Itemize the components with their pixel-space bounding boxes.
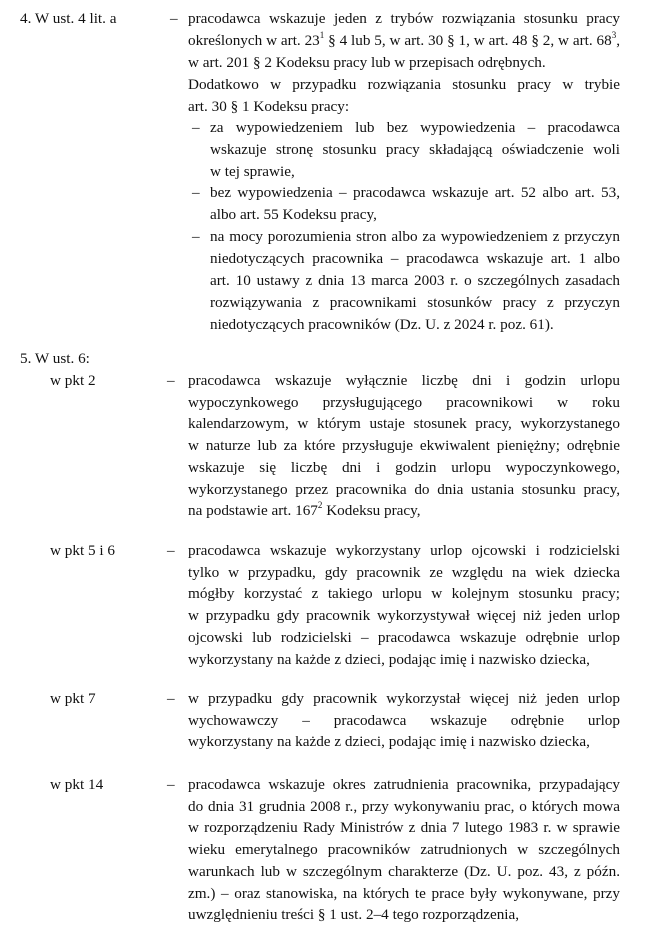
subsection-label: w pkt 7 [50,690,96,707]
list-dash: – [192,228,200,245]
dash-marker: – [170,10,178,27]
list-item-line: art. 10 ustawy z dnia 13 marca 2003 r. o szczególnych zasadach [210,272,620,289]
list-item-line: bez wypowiedzenia – pracodawca wskazuje art. 52 albo art. 53, [210,184,620,201]
paragraph-line: wypoczynkowego przysługującego pracownikowi w roku [188,393,620,411]
dash-marker: – [167,690,175,707]
subsection-label: w pkt 5 i 6 [50,542,115,559]
paragraph-line: w art. 201 § 2 Kodeksu pracy lub w przepisach odrębnych. [188,54,546,71]
section-label: 5. W ust. 6: [20,350,90,367]
paragraph-line: wychowawczy – pracodawca wskazuje odrębnie urlop [188,711,620,729]
paragraph-line: w przypadku gdy pracownik wykorzystał więcej niż jeden urlop [188,690,620,707]
list-item-line: na mocy porozumienia stron albo za wypowiedzeniem z przyczyn [210,228,620,245]
paragraph-line [188,32,620,50]
paragraph-line: wskazuje się liczbę dni i godzin urlopu wypoczynkowego, [188,458,620,476]
text-run: określonych w art. 23 [188,32,320,49]
text-run: § 4 lub 5, w art. 30 § 1, w art. 48 § 2, w art. 68 [324,32,612,49]
subsection-label: w pkt 14 [50,776,104,793]
list-item-line: rozwiązywania z pracownikami stosunków pracy z przyczyn [210,294,620,311]
text-run: na podstawie art. 167 [188,502,318,520]
list-item-line: niedotyczących pracowników (Dz. U. z 2024 r. poz. 61). [210,316,554,333]
list-dash: – [192,119,200,136]
paragraph-line: w przypadku gdy pracownik wykorzystywał więcej niż jeden urlop [188,607,620,625]
list-item-line: wskazuje stronę stosunku pracy składającą oświadczenie woli [210,141,620,158]
paragraph-line: tylko w przypadku, gdy pracownik ze względu na wiek dziecka [188,563,620,581]
paragraph-line: mógłby korzystać z takiego urlopu w kolejnym stosunku pracy; [188,585,620,603]
paragraph-line: pracodawca wskazuje okres zatrudnienia pracownika, przypadający [188,776,620,793]
paragraph-line: wieku emerytalnego pracowników zatrudnionych w szczególnych [188,841,620,859]
text-run: Kodeksu pracy, [322,502,421,520]
dash-marker: – [167,542,175,559]
superscript: 2 [317,500,323,511]
paragraph-line: zm.) – oraz stanowiska, na których te prace były wykonywane, przy [188,884,620,902]
paragraph-line: wykorzystany na każde z dzieci, podając imię i nazwisko dziecka, [188,650,590,668]
paragraph-line: kalendarzowym, w którym ustaje stosunek pracy, wykorzystanego [188,415,620,433]
list-item-line: albo art. 55 Kodeksu pracy, [210,206,377,223]
paragraph-line: wykorzystany na każde z dzieci, podając imię i nazwisko dziecka, [188,733,590,751]
paragraph-line: pracodawca wskazuje wykorzystany urlop ojcowski i rodzicielski [188,542,620,559]
paragraph-line: pracodawca wskazuje wyłącznie liczbę dni i godzin urlopu [188,372,620,389]
paragraph-line [188,502,620,520]
superscript: 3 [611,30,617,40]
paragraph-line: uwzględnieniu treści § 1 ust. 2–4 tego rozporządzenia, [188,906,520,924]
list-item-line: niedotyczących pracownika – pracodawca wskazuje art. 1 albo [210,250,620,267]
paragraph-line: art. 30 § 1 Kodeksu pracy: [188,98,350,115]
list-item-line: w tej sprawie, [210,163,295,180]
paragraph-line: Dodatkowo w przypadku rozwiązania stosunku pracy w trybie [188,76,620,93]
list-item-line: za wypowiedzeniem lub bez wypowiedzenia – pracodawca [210,119,620,136]
dash-marker: – [167,776,175,793]
paragraph-line: ojcowski lub rodzicielski – pracodawca wskazuje odrębnie urlop [188,628,620,646]
paragraph-line: pracodawca wskazuje jeden z trybów rozwiązania stosunku pracy [188,10,620,27]
text-run: , [616,32,620,49]
superscript: 1 [319,30,325,40]
section-label: 4. W ust. 4 lit. a [20,10,117,27]
paragraph-line: wykorzystanego przez pracownika do dnia ustania stosunku pracy, [188,480,620,498]
paragraph-line: w rozporządzeniu Rady Ministrów z dnia 7 lutego 1983 r. w sprawie [188,819,620,837]
list-dash: – [192,184,200,201]
paragraph-line: do dnia 31 grudnia 2008 r., przy wykonywaniu prac, o których mowa [188,797,620,815]
paragraph-line: w naturze lub za które przysługuje ekwiwalent pieniężny; odrębnie [188,437,620,455]
dash-marker: – [167,372,175,389]
paragraph-line: warunkach lub w szczególnym charakterze (Dz. U. poz. 43, z późn. [188,862,620,880]
subsection-label: w pkt 2 [50,372,96,389]
